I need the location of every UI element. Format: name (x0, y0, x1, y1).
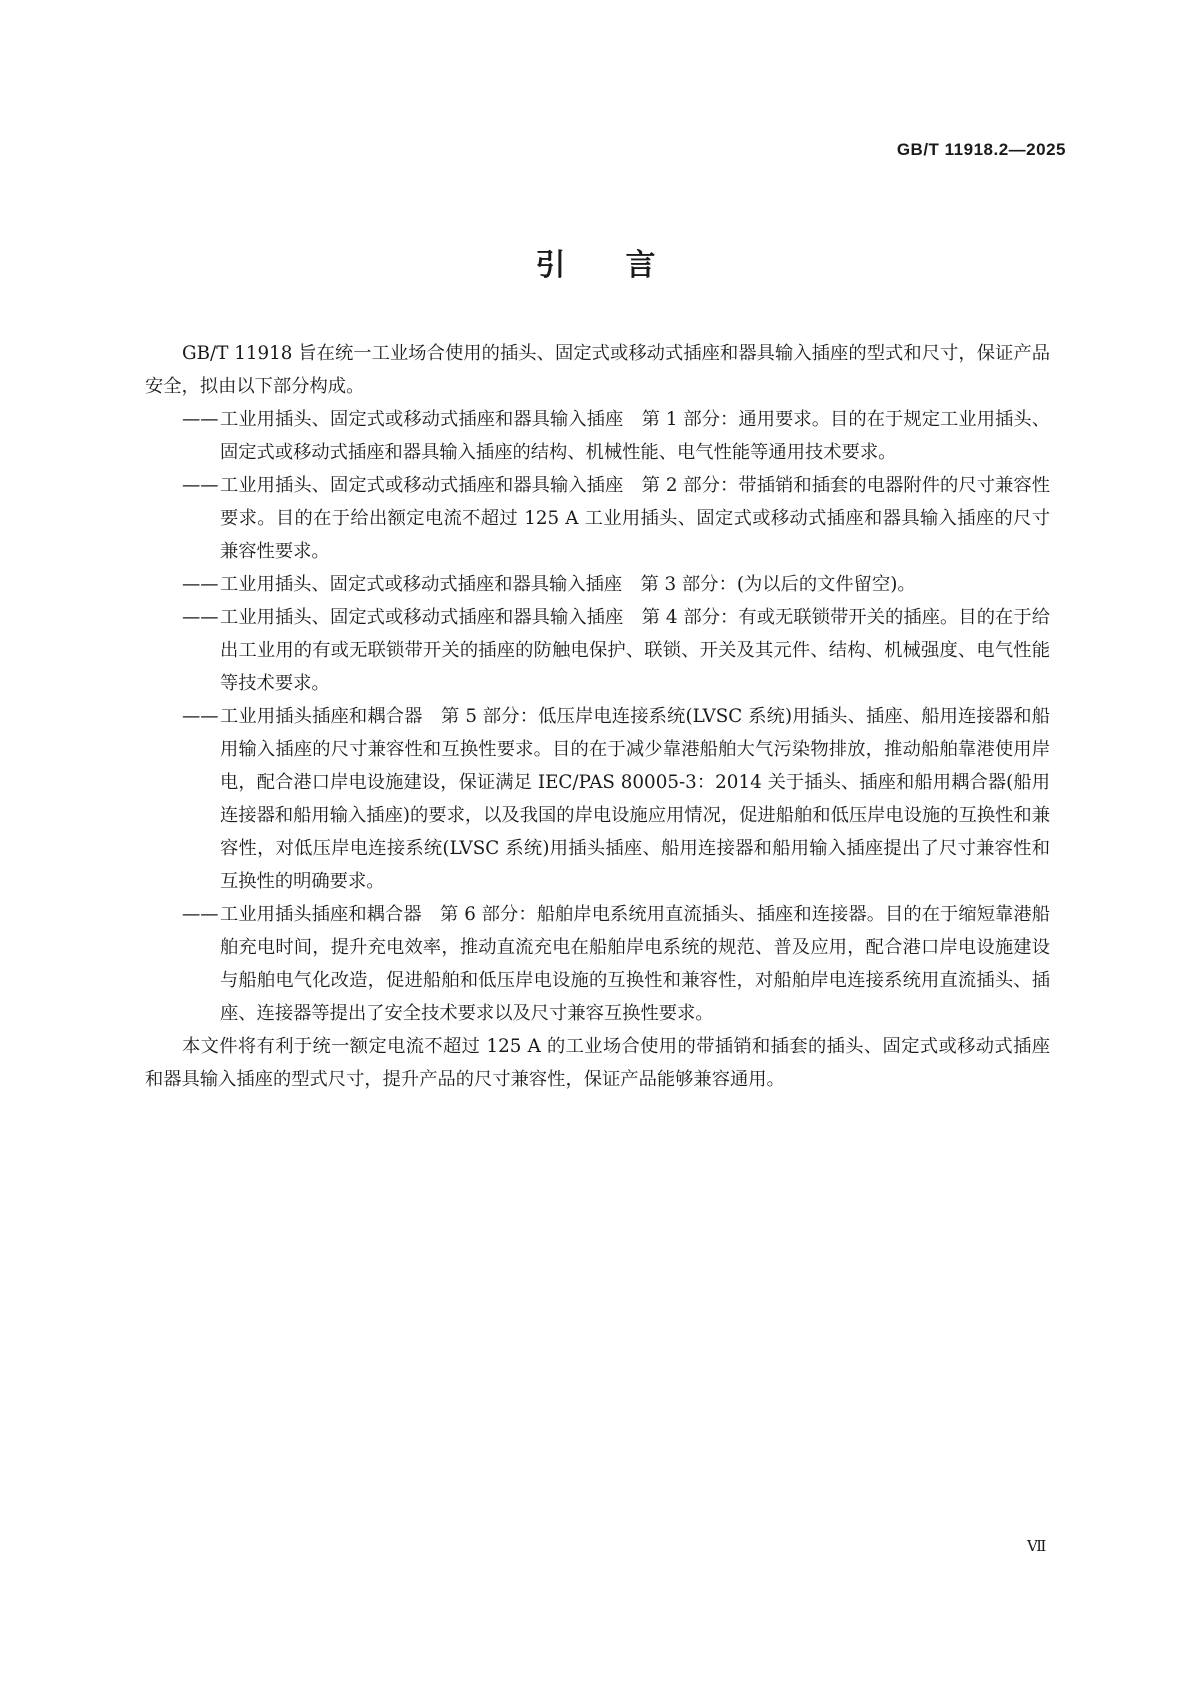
dash-marker: —— (182, 706, 219, 727)
dash-marker: —— (182, 475, 219, 496)
list-item-text: 工业用插头插座和耦合器 第 6 部分：船舶岸电系统用直流插头、插座和连接器。目的在于缩短靠港船舶充电时间，提升充电效率，推动直流充电在船舶岸电系统的规范、普及应用，配合港口岸电设施建设与船舶电气化改造，促进船舶和低压岸电设施的互换性和兼容性，对船舶岸电连接系统用直流插头、插座、连接器等提出了安全技术要求以及尺寸兼容互换性要求。 (220, 904, 1050, 1024)
list-item-text: 工业用插头、固定式或移动式插座和器具输入插座 第 3 部分：(为以后的文件留空)。 (220, 574, 916, 595)
closing-paragraph: 本文件将有利于统一额定电流不超过 125 A 的工业场合使用的带插销和插套的插头、固定式或移动式插座和器具输入插座的型式尺寸，提升产品的尺寸兼容性，保证产品能够兼容通用。 (145, 1036, 1050, 1090)
dash-marker: —— (182, 904, 219, 925)
list-item-part-2 (145, 469, 1050, 568)
list-item-part-4 (145, 601, 1050, 700)
list-item-part-6 (145, 898, 1050, 1030)
list-item-text: 工业用插头、固定式或移动式插座和器具输入插座 第 4 部分：有或无联锁带开关的插座。目的在于给出工业用的有或无联锁带开关的插座的防触电保护、联锁、开关及其元件、结构、机械强度、电气性能等技术要求。 (220, 607, 1050, 694)
list-item-part-3 (145, 568, 1050, 601)
dash-marker: —— (182, 607, 219, 628)
list-item-text: 工业用插头、固定式或移动式插座和器具输入插座 第 1 部分：通用要求。目的在于规定工业用插头、固定式或移动式插座和器具输入插座的结构、机械性能、电气性能等通用技术要求。 (220, 409, 1050, 463)
list-item-text: 工业用插头插座和耦合器 第 5 部分：低压岸电连接系统(LVSC 系统)用插头、插座、船用连接器和船用输入插座的尺寸兼容性和互换性要求。目的在于减少靠港船舶大气污染物排放，推动船舶靠港使用岸电，配合港口岸电设施建设，保证满足 IEC/PAS 80005-3：2014 关于插头、插座和船用耦合器(船用连接器和船用输入插座)的要求，以及我国的岸电设施应用情况，促进船舶和低压岸电设施的互换性和兼容性，对低压岸电连接系统(LVSC 系统)用插头插座、船用连接器和船用输入插座提出了尺寸兼容性和互换性的明确要求。 (220, 706, 1050, 892)
page-number: Ⅶ (1027, 1537, 1047, 1555)
standard-code: GB/T 11918.2—2025 (896, 140, 1066, 159)
list-item-part-5 (145, 700, 1050, 898)
dash-marker: —— (182, 574, 219, 595)
dash-marker: —— (182, 409, 219, 430)
page-title: 引言 (535, 248, 716, 283)
list-item-text: 工业用插头、固定式或移动式插座和器具输入插座 第 2 部分：带插销和插套的电器附件的尺寸兼容性要求。目的在于给出额定电流不超过 125 A 工业用插头、固定式或移动式插座和器具输入插座的尺寸兼容性要求。 (220, 475, 1050, 562)
list-item-part-1 (145, 403, 1050, 469)
intro-paragraph: GB/T 11918 旨在统一工业场合使用的插头、固定式或移动式插座和器具输入插座的型式和尺寸，保证产品安全，拟由以下部分构成。 (145, 343, 1050, 397)
document-body (145, 337, 1050, 1096)
